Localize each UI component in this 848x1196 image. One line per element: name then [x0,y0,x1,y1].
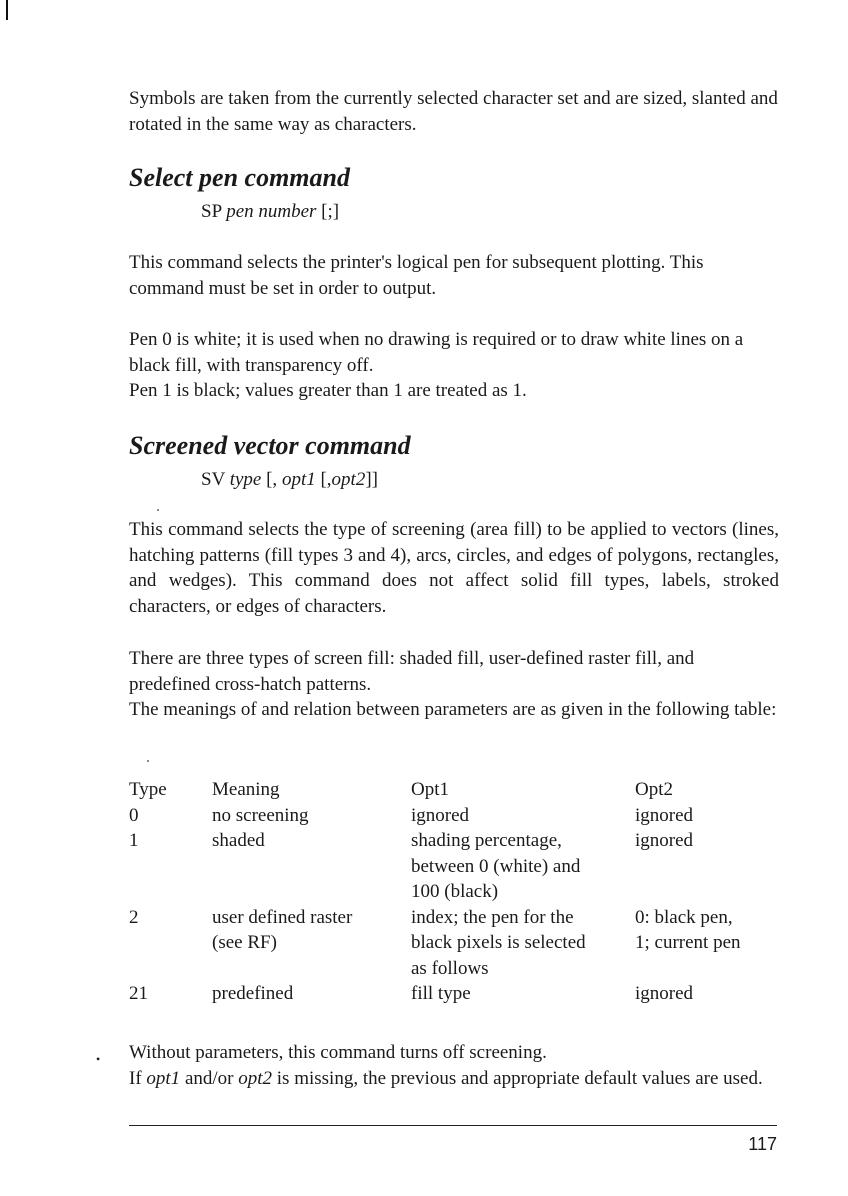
header-opt1: Opt1 [411,779,449,800]
cell-meaning [212,981,411,1007]
parameter-table [129,777,779,1007]
cell-opt2 [635,981,779,1007]
cell-line: 100 (black) [411,881,499,902]
cell-opt2 [635,905,779,982]
table-row [129,803,779,829]
note-rest: is missing, the previous and appropriate default values are used. [276,1068,763,1089]
syntax-bracket: [, [266,469,278,490]
table-header-row [129,777,779,803]
cell-line: shaded [212,830,265,851]
syntax-param-opt1: opt1 [281,469,316,490]
margin-mark [6,0,8,20]
cell-opt2 [635,828,779,905]
syntax-bracket: [, [320,469,332,490]
missing-options-note [129,1066,779,1092]
select-pen-description: This command selects the printer's logical pen for subsequent plotting. This command must be set in order to output. [129,252,704,299]
cell-line: index; the pen for the [411,906,574,928]
syntax-param-type: type [229,469,262,490]
note-opt1: opt1 [146,1068,181,1089]
header-meaning: Meaning [212,779,280,800]
cell-line: no screening [212,804,309,826]
syntax-param-opt2: opt2 [331,469,366,490]
screen-fill-types: There are three types of screen fill: shaded fill, user-defined raster fill, and predefined cross-hatch patterns. [129,648,695,695]
cell-opt1 [411,828,635,905]
header-opt2: Opt2 [635,779,673,800]
scan-speck [147,760,149,762]
bullet-dot: • [96,1052,101,1066]
note-if: If [129,1068,142,1089]
cell-line: ignored [635,830,694,851]
cell-opt1 [411,905,635,982]
note-andor: and/or [184,1068,234,1089]
cell-line: (see RF) [212,932,277,953]
cell-opt2 [635,803,779,829]
syntax-bracket: ]] [365,469,378,490]
cell-line: shading percentage, [411,830,562,851]
cell-line: fill type [411,983,471,1004]
cell-line: as follows [411,957,489,979]
cell-opt1 [411,803,635,829]
cell-line: 1; current pen [635,932,741,953]
cell-line: ignored [635,804,694,826]
footer-rule [129,1125,777,1126]
table-row [129,905,779,982]
cell-line: ignored [411,804,470,826]
pen1-description: Pen 1 is black; values greater than 1 are treated as 1. [129,380,527,401]
cell-opt1 [411,981,635,1007]
cell-line: black pixels is selected [411,932,586,953]
page-number: 117 [748,1134,777,1154]
table-intro: The meanings of and relation between parameters are as given in the following table: [129,699,777,720]
note-opt2: opt2 [238,1068,273,1089]
cell-line: ignored [635,983,694,1004]
cell-line: between 0 (white) and [411,855,581,877]
cell-line: 0: black pen, [635,906,733,928]
table-row [129,981,779,1007]
screened-vector-syntax [201,467,378,492]
cell-line: user defined raster [212,906,353,928]
select-pen-syntax [201,199,339,224]
pen0-description: Pen 0 is white; it is used when no drawing is required or to draw white lines on a black fill, with transparency off. [129,329,744,376]
screened-vector-heading: Screened vector command [129,431,411,460]
intro-paragraph: Symbols are taken from the currently selected character set and are sized, slanted and rotated in the same way as characters. [129,88,778,135]
cell-meaning [212,905,411,982]
syntax-terminator: [;] [321,201,340,222]
cell-type: 21 [129,983,148,1004]
select-pen-heading: Select pen command [129,163,350,192]
cell-meaning [212,828,411,905]
syntax-param: pen number [226,201,317,222]
syntax-command: SP [201,201,222,222]
cell-type: 1 [129,830,139,851]
table-row [129,828,779,905]
syntax-command: SV [201,469,225,490]
no-parameters-note: Without parameters, this command turns off screening. [129,1042,547,1063]
cell-type: 0 [129,804,139,826]
cell-line: predefined [212,983,294,1004]
cell-type: 2 [129,906,139,928]
scan-speck [157,509,159,511]
header-type: Type [129,779,167,800]
cell-meaning [212,803,411,829]
screened-vector-description: This command selects the type of screening (area fill) to be applied to vectors (lines, hatching patterns (fill types 3 and 4), arcs, circles, and edges of polygons, rectangles, and wedges). This command does not affect solid fill types, labels, stroked characters, or edges of characters. [129,519,779,617]
